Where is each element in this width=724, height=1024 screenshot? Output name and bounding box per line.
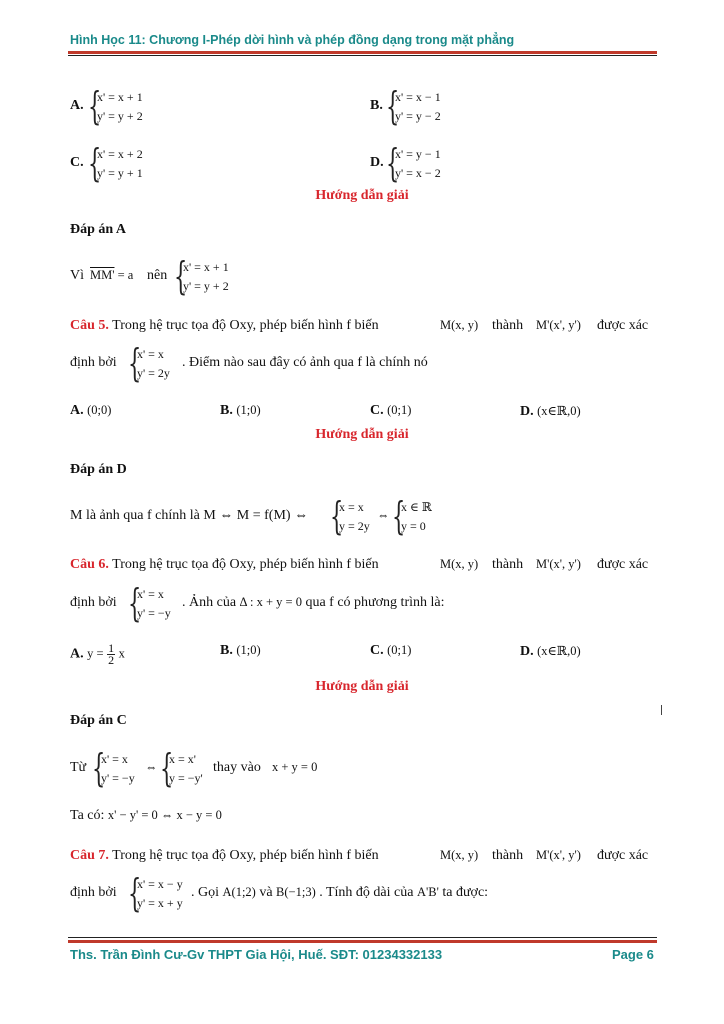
q6-expl-tu: Từ — [70, 760, 87, 775]
q4-option-c-label: C. — [70, 155, 84, 170]
q5-option-c: C. (0;1) — [370, 403, 412, 418]
q4-option-b-label: B. — [370, 98, 383, 113]
q7-point-m: M(x, y) — [440, 848, 479, 862]
q4-option-d-label: D. — [370, 155, 384, 170]
q6-system: { x' = x y' = −y — [128, 581, 171, 625]
q5-system: { x' = x y' = 2y — [128, 341, 170, 385]
q7-stem-line1: Câu 7. Trong hệ trục tọa độ Oxy, phép biến hình f biến — [70, 848, 379, 863]
q4-option-a-system: { x' = x + 1 y' = y + 2 — [88, 84, 143, 128]
q4-expl-vector: MM' = a — [90, 268, 134, 282]
page-header-title: Hình Học 11: Chương I-Phép dời hình và phép đồng dạng trong mặt phẳng — [70, 33, 515, 47]
q4-answer: Đáp án A — [70, 222, 127, 237]
q6-expl-iff: ⇔ — [145, 760, 158, 774]
q6-expl-system-2: { x = x' y = −y' — [160, 746, 203, 790]
q5-stem-line2: . Điểm nào sau đây có ảnh qua f là chính nó — [182, 355, 428, 370]
q5-expl-system-1: { x = x y = 2y — [330, 494, 370, 538]
margin-mark — [661, 705, 662, 715]
q6-dinh-boi: định bởi — [70, 595, 117, 610]
q5-expl-system-2: { x ∈ ℝ y = 0 — [392, 494, 432, 538]
q4-option-d-system: { x' = y − 1 y' = x − 2 — [386, 141, 441, 185]
q6-expl-system-1: { x' = x y' = −y — [92, 746, 135, 790]
q7-point-mprime: M'(x', y') — [536, 848, 581, 862]
q7-stem-line2: . Gọi A(1;2) và B(−1;3) . Tính độ dài của A'B' ta được: — [191, 885, 489, 900]
q6-point-m: M(x, y) — [440, 557, 479, 571]
q6-expl-thay-vao: thay vào — [213, 760, 261, 775]
q7-system: { x' = x − y y' = x + y — [128, 871, 183, 915]
header-rule-thin — [68, 55, 657, 56]
q7-duoc-xac: được xác — [597, 848, 649, 863]
q5-stem-line1: Câu 5. Trong hệ trục tọa độ Oxy, phép biến hình f biến — [70, 318, 379, 333]
q6-duoc-xac: được xác — [597, 557, 649, 572]
q4-option-c-system: { x' = x + 2 y' = y + 1 — [88, 141, 143, 185]
header-rule — [68, 51, 657, 54]
q4-guide-heading: Hướng dẫn giải — [315, 188, 409, 203]
q6-answer: Đáp án C — [70, 713, 127, 728]
q6-option-b: B. (1;0) — [220, 643, 261, 658]
q4-option-a-label: A. — [70, 98, 84, 113]
q5-duoc-xac: được xác — [597, 318, 649, 333]
footer-rule-thin — [68, 937, 657, 938]
q6-point-mprime: M'(x', y') — [536, 557, 581, 571]
q6-expl-eq: x + y = 0 — [272, 760, 318, 774]
q7-thanh: thành — [492, 848, 524, 863]
q6-stem-line2: . Ảnh của Δ : x + y = 0 qua f có phương trình là: — [182, 595, 445, 610]
q5-point-m: M(x, y) — [440, 318, 479, 332]
q4-expl-nen: nên — [147, 268, 168, 283]
q5-answer: Đáp án D — [70, 462, 127, 477]
q5-option-b: B. (1;0) — [220, 403, 261, 418]
q6-taco: Ta có: x' − y' = 0 ⇔ x − y = 0 — [70, 808, 222, 823]
q6-option-a: A. y = $\frac{1}{2}$ x — [70, 641, 125, 667]
q6-option-d: D. (x∈ℝ,0) — [520, 644, 581, 659]
q4-option-b-system: { x' = x − 1 y' = y − 2 — [386, 84, 441, 128]
footer-author: Ths. Trần Đình Cư-Gv THPT Gia Hội, Huế. SĐT: 01234332133 — [70, 947, 443, 962]
footer-rule — [68, 940, 657, 943]
q6-guide-heading: Hướng dẫn giải — [315, 679, 409, 694]
q5-point-mprime: M'(x', y') — [536, 318, 581, 332]
q7-dinh-boi: định bởi — [70, 885, 117, 900]
footer-page-number: Page 6 — [612, 947, 654, 962]
q4-expl-system: { x' = x + 1 y' = y + 2 — [174, 254, 229, 298]
q6-thanh: thành — [492, 557, 524, 572]
q5-expl-iff: ⇔ — [377, 508, 390, 522]
q6-option-c: C. (0;1) — [370, 643, 412, 658]
q6-stem-line1: Câu 6. Trong hệ trục tọa độ Oxy, phép biến hình f biến — [70, 557, 379, 572]
q5-thanh: thành — [492, 318, 524, 333]
q5-guide-heading: Hướng dẫn giải — [315, 427, 409, 442]
q5-dinh-boi: định bởi — [70, 355, 117, 370]
q5-expl-text: M là ảnh qua f chính là M ⇔ M = f(M) ⇔ — [70, 508, 309, 523]
q4-expl-vi: Vì — [70, 268, 84, 283]
q5-option-a: A. (0;0) — [70, 403, 112, 418]
q5-option-d: D. (x∈ℝ,0) — [520, 404, 581, 419]
